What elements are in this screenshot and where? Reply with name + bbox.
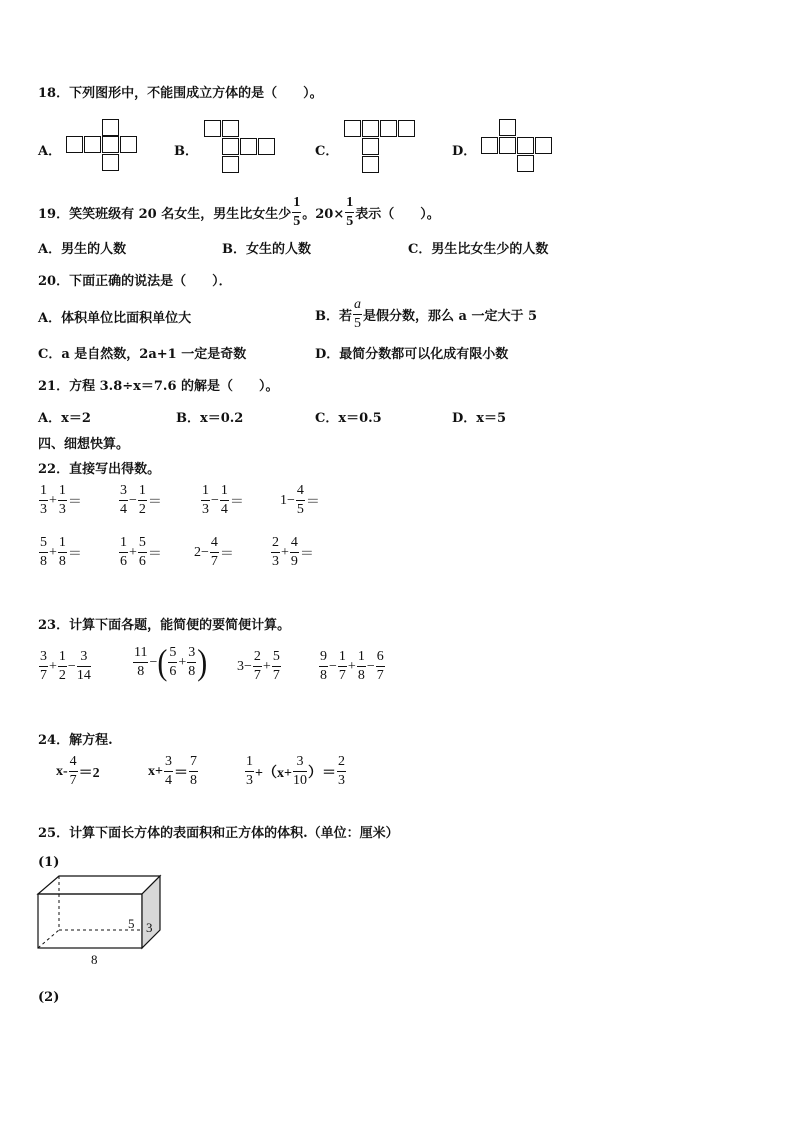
equals-sign: ＝: [147, 546, 162, 562]
fraction: [138, 484, 147, 517]
net-square: [66, 136, 83, 153]
operator: +: [281, 544, 289, 560]
fraction: [220, 484, 229, 517]
denominator: 5: [293, 214, 301, 229]
numerator: 1: [119, 536, 128, 553]
q20-option-d: D．最简分数都可以化成有限小数: [315, 347, 509, 362]
denominator: 8: [40, 554, 47, 569]
fraction: [119, 484, 128, 517]
operator: +: [49, 492, 57, 508]
equals-sign: ＝: [67, 546, 82, 562]
numerator: 1: [138, 484, 147, 501]
operator: −: [287, 492, 295, 508]
net-square: [380, 120, 397, 137]
equation-prefix: x+: [148, 763, 163, 779]
operator: +: [178, 654, 187, 670]
q19-stem: [38, 196, 440, 229]
q18-option-c-label: C．: [315, 144, 339, 159]
net-square: [258, 138, 275, 155]
numerator: 3: [119, 484, 128, 501]
cuboid-top-face: [38, 876, 160, 894]
net-square: [222, 120, 239, 137]
fraction: [58, 484, 67, 517]
operator: +: [347, 658, 356, 674]
net-square: [362, 120, 379, 137]
fraction: [357, 650, 366, 683]
numerator: 11: [133, 646, 148, 663]
equation-close: ）＝: [307, 765, 336, 781]
net-square: [222, 156, 239, 173]
cuboid-front-face: [38, 894, 142, 948]
denominator: 5: [296, 502, 304, 517]
numerator: 1: [357, 650, 366, 667]
fraction: [39, 650, 48, 683]
cuboid-width-label: 5: [128, 916, 135, 931]
numerator: 1: [245, 755, 254, 772]
numerator: 6: [376, 650, 385, 667]
denominator: 10: [292, 773, 307, 788]
q20-option-c: C．a 是自然数，2a+1 一定是奇数: [38, 347, 247, 362]
q22-expression: [200, 484, 244, 517]
q24-equation-1: [56, 755, 100, 788]
q24-equation-2: [148, 755, 199, 788]
q21-option-c: C．x＝0.5: [315, 411, 382, 426]
q22-expression: [194, 536, 234, 569]
q25-part-2-label: (2): [38, 990, 60, 1005]
numerator: 4: [210, 536, 219, 553]
operator: +: [129, 544, 137, 560]
fraction: [164, 755, 173, 788]
q20-option-b: [315, 298, 537, 331]
net-square: [120, 136, 137, 153]
denominator: 3: [246, 773, 253, 788]
q21-option-b: B．x＝0.2: [176, 411, 244, 426]
q18-option-d-label: D．: [452, 144, 477, 159]
net-square: [535, 137, 552, 154]
denominator: 8: [58, 554, 66, 569]
denominator: 7: [253, 668, 261, 683]
integer: 3: [237, 658, 244, 674]
numerator: 1: [58, 650, 67, 667]
fraction: [39, 484, 48, 517]
operator: −: [67, 658, 76, 674]
q25-stem: 25．计算下面长方体的表面积和正方体的体积.（单位：厘米）: [38, 826, 399, 841]
q19-fraction: [292, 196, 301, 229]
denominator: 7: [272, 668, 280, 683]
numerator: 1: [39, 484, 48, 501]
q19-option-a: A．男生的人数: [38, 242, 127, 257]
net-square: [517, 137, 534, 154]
fraction: [201, 484, 210, 517]
fraction: [138, 536, 147, 569]
numerator: 1: [345, 196, 354, 213]
operator: −: [244, 658, 252, 674]
right-paren: ): [197, 642, 208, 682]
fraction: [293, 755, 307, 788]
q24-equation-3: [244, 755, 347, 788]
fraction: [210, 536, 219, 569]
denominator: 3: [272, 554, 279, 569]
denominator: 6: [138, 554, 146, 569]
numerator: 4: [69, 755, 78, 772]
net-square: [204, 120, 221, 137]
numerator: 3: [293, 755, 307, 772]
denominator: 8: [320, 668, 327, 683]
q22-expression: [280, 484, 320, 517]
q20-option-b-pre: B．若: [315, 309, 352, 324]
denominator: 6: [169, 664, 177, 679]
fraction: [337, 755, 346, 788]
fraction: [245, 755, 254, 788]
equation-middle: +（x+: [255, 765, 292, 781]
denominator: 7: [338, 668, 346, 683]
numerator: 1: [201, 484, 210, 501]
numerator: 3: [164, 755, 173, 772]
q21-stem: 21．方程 3.8÷x＝7.6 的解是（ ）。: [38, 379, 279, 394]
fraction: [253, 650, 262, 683]
operator: −: [366, 658, 375, 674]
numerator: 1: [58, 484, 67, 501]
q18-stem: 18．下列图形中，不能围成立方体的是（ ）。: [38, 86, 323, 101]
cuboid-length-label: 8: [91, 952, 98, 967]
denominator: 5: [354, 316, 361, 331]
q20-stem: 20．下面正确的说法是（ ）．: [38, 274, 232, 289]
operator: −: [329, 658, 337, 674]
equals-sign: ＝: [147, 494, 162, 510]
q20-option-a: A．体积单位比面积单位大: [38, 311, 192, 326]
denominator: 4: [164, 773, 172, 788]
equals-sign: ＝: [219, 546, 234, 562]
operator: +: [49, 658, 57, 674]
fraction: [168, 646, 177, 679]
operator: −: [211, 492, 219, 508]
integer: 1: [280, 492, 287, 508]
fraction: [271, 536, 280, 569]
denominator: 14: [76, 668, 91, 683]
numerator: 2: [271, 536, 280, 553]
net-square: [517, 155, 534, 172]
fraction: [119, 536, 128, 569]
fraction: [376, 650, 385, 683]
q19-fraction-2: [345, 196, 354, 229]
operator: −: [149, 654, 158, 670]
fraction: [69, 755, 78, 788]
net-square: [481, 137, 498, 154]
numerator: 1: [338, 650, 347, 667]
section-heading: 四、细想快算。: [38, 437, 130, 452]
numerator: 9: [319, 650, 328, 667]
net-square: [398, 120, 415, 137]
left-paren: (: [157, 642, 168, 682]
numerator: 4: [296, 484, 305, 501]
operator: +: [49, 544, 57, 560]
fraction: [319, 650, 328, 683]
equals-sign: ＝: [173, 765, 188, 781]
fraction: [187, 646, 196, 679]
denominator: 6: [120, 554, 127, 569]
q22-expression: [38, 484, 82, 517]
q23-expression-1: [38, 650, 92, 683]
denominator: 8: [137, 664, 145, 679]
q24-stem: 24．解方程.: [38, 733, 113, 748]
q22-expression: [38, 536, 82, 569]
fraction: [296, 484, 305, 517]
denominator: 7: [69, 773, 77, 788]
hidden-edge: [38, 930, 59, 948]
denominator: 2: [58, 668, 66, 683]
q20-option-b-fraction: [353, 298, 362, 331]
fraction: [58, 536, 67, 569]
q22-expression: [118, 484, 162, 517]
net-square: [222, 138, 239, 155]
denominator: 3: [202, 502, 209, 517]
denominator: 4: [220, 502, 228, 517]
denominator: 4: [120, 502, 127, 517]
numerator: 5: [39, 536, 48, 553]
denominator: 9: [290, 554, 298, 569]
net-square: [499, 119, 516, 136]
q19-option-b: B．女生的人数: [222, 242, 311, 257]
fraction: [133, 646, 148, 679]
equals-sign: ＝: [67, 494, 82, 510]
numerator: a: [353, 298, 362, 315]
q23-expression-3: [237, 650, 282, 683]
numerator: 1: [220, 484, 229, 501]
fraction: [189, 755, 198, 788]
numerator: 3: [77, 650, 91, 667]
q22-stem: 22．直接写出得数。: [38, 462, 161, 477]
numerator: 3: [187, 646, 196, 663]
equals-sign: ＝: [229, 494, 244, 510]
q19-stem-part-c: 表示（ ）。: [355, 207, 440, 222]
net-square: [102, 136, 119, 153]
q23-expression-2: [132, 642, 208, 682]
q22-expression: [118, 536, 162, 569]
q18-option-b-label: B．: [174, 144, 198, 159]
numerator: 2: [337, 755, 346, 772]
fraction: [290, 536, 299, 569]
equation-prefix: x-: [56, 763, 68, 779]
operator: +: [262, 658, 271, 674]
fraction: [39, 536, 48, 569]
q21-option-d: D．x＝5: [452, 411, 507, 426]
fraction: [77, 650, 91, 683]
net-square: [362, 138, 379, 155]
cuboid-right-face: [142, 876, 160, 948]
net-square: [84, 136, 101, 153]
equals-sign: ＝: [299, 546, 314, 562]
denominator: 2: [138, 502, 146, 517]
numerator: 1: [292, 196, 301, 213]
q21-option-a: A．x＝2: [38, 411, 91, 426]
q19-option-c: C．男生比女生少的人数: [408, 242, 549, 257]
q22-expression: [270, 536, 314, 569]
q18-option-a-label: A．: [38, 144, 62, 159]
cuboid-height-label: 3: [146, 920, 153, 935]
numerator: 5: [138, 536, 147, 553]
net-square: [344, 120, 361, 137]
numerator: 3: [39, 650, 48, 667]
numerator: 2: [253, 650, 262, 667]
denominator: 8: [189, 773, 197, 788]
denominator: 3: [58, 502, 66, 517]
equation-rhs: ＝2: [78, 765, 100, 781]
q23-expression-4: [318, 650, 386, 683]
numerator: 4: [290, 536, 299, 553]
q23-stem: 23．计算下面各题，能简便的要简便计算。: [38, 618, 291, 633]
equals-sign: ＝: [305, 494, 320, 510]
numerator: 5: [272, 650, 281, 667]
operator: −: [129, 492, 137, 508]
net-square: [240, 138, 257, 155]
fraction: [58, 650, 67, 683]
net-square: [499, 137, 516, 154]
net-square: [102, 119, 119, 136]
numerator: 1: [58, 536, 67, 553]
numerator: 7: [189, 755, 198, 772]
denominator: 3: [40, 502, 47, 517]
denominator: 8: [357, 668, 365, 683]
denominator: 3: [337, 773, 345, 788]
denominator: 5: [346, 214, 354, 229]
net-square: [102, 154, 119, 171]
q19-stem-part-b: 。20×: [302, 207, 345, 222]
q25-part-1-label: (1): [38, 855, 60, 870]
denominator: 7: [376, 668, 384, 683]
numerator: 5: [168, 646, 177, 663]
fraction: [338, 650, 347, 683]
q20-option-b-post: 是假分数，那么 a 一定大于 5: [363, 309, 538, 324]
denominator: 7: [210, 554, 218, 569]
denominator: 8: [188, 664, 196, 679]
integer: 2: [194, 544, 201, 560]
denominator: 7: [40, 668, 47, 683]
net-square: [362, 156, 379, 173]
fraction: [272, 650, 281, 683]
q19-stem-part-a: 19．笑笑班级有 20 名女生，男生比女生少: [38, 207, 292, 222]
cuboid-diagram: [34, 872, 164, 952]
operator: −: [201, 544, 209, 560]
